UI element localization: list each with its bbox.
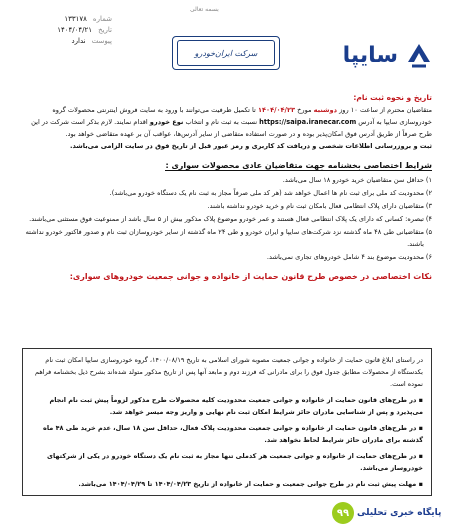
meta-date: تاریخ ۱۴۰۴/۰۴/۲۱ [57,26,112,34]
site-watermark [332,498,448,528]
top-caption: بسمه تعالی [190,6,219,13]
family-paragraph-5: ▪ مهلت پیش ثبت نام در طرح جوانی جمعیت و حمایت از خانواده از تاریخ ۱۴۰۴/۰۴/۲۳ تا ۱۴۰۴/۰۴/۲۹ می‌باشد. [31,478,423,490]
meta-attachment: پیوست ندارد [71,37,112,45]
list-item: ۶) محدودیت موضوع بند ۴ شامل خودروهای تجاری نمی‌باشد. [266,253,432,261]
meta-number: شماره ۱۳۳۱۷۸ [64,15,112,23]
list-item: ۴) تبصره: کسانی که دارای یک پلاک انتظامی فعال هستند و عمر خودرو موضوع پلاک مذکور بیش از ۵ سال باشد از ممنوعیت فوق مستثنی می‌باشند. [29,215,432,223]
list-item: ۱) حداقل سن متقاضیان خرید خودرو ۱۸ سال می‌باشد. [282,176,432,184]
register-paragraph: متقاضیان محترم از ساعت ۱۰ روز دوشنبه مورخ ۱۴۰۴/۰۴/۲۳ تا تکمیل ظرفیت می‌توانند با ورود به سایت فروش اینترنتی محصولات گروه خودروسازی سایپا به آدرس https://saipa.iranecar.com نسبت به ثبت نام و انتخاب نوع خودرو اقدام نمایند. لازم بذکر است شرکت در این طرح صرفاً از طریق آدرس فوق امکان‌پذیر بوده و در صورت استفاده متقاضی از سایر آدرس‌ها، عواقب آن بر عهده متقاضی خواهد بود. [31,106,432,138]
family-title: نکات اختصاصی در خصوص طرح قانون حمایت از خانواده و جوانی جمعیت خودروهای سواری: [69,272,432,281]
register-url[interactable]: https://saipa.iranecar.com [259,118,357,126]
document-body [22,92,432,283]
company-seal [172,36,280,70]
family-paragraph-1: در راستای ابلاغ قانون حمایت از خانواده و جوانی جمعیت مصوبه شورای اسلامی به تاریخ ۱۴۰۰/۰۸/۱۹، گروه خودروسازی سایپا امکان ثبت نام بکدستگاه از محصولات مطابق جدول فوق را برای مادرانی که فرزند دوم و مابعد آنها پس از تاریخ مذکور متولد شده‌اند بشرح ذیل بخشنامه فراهم نموده است. [35,356,423,388]
saipa-logo-icon [404,40,434,70]
family-paragraph-2: ▪ در طرح‌های قانون حمایت از خانواده و جوانی جمعیت محدودیت کلیه محصولات طرح مذکور لزوماً پیش ثبت نام انجام می‌پذیرد و پس از شناسایی مادران حائز شرایط امکان ثبت نام نهایی و واریز وجه میسر خواهد شد. [31,394,423,418]
register-note: ثبت و بروزرسانی اطلاعات شخصی و دریافت کد کاربری و رمز عبور قبل از تاریخ فوق در سایت الزامی می‌باشد. [69,142,432,150]
list-item: ۲) محدودیت کد ملی برای ثبت نام ها اعمال خواهد شد (هر کد ملی صرفاً مجاز به ثبت نام یک دستگاه خودرو می‌باشد). [109,189,432,197]
family-box [22,348,432,496]
conditions-title: شرایط اختصاصی بخشنامه جهت متقاضیان عادی محصولات سواری : [165,161,432,170]
list-item: ۳) متقاضیان دارای پلاک انتظامی فعال بامکان ثبت نام و خرید خودرو نداشته باشند. [207,202,432,210]
watermark-logo-icon: ۹۹ [332,502,354,524]
saipa-logo [304,36,434,74]
seal-text: سرکت ایران‌خودرو [177,40,275,66]
list-item: ۵) متقاضیانی طی ۴۸ ماه گذشته نزد شرکت‌های سایپا و ایران خودرو و طی ۲۴ ماه گذشته از سایر خودروسازان ثبت نام و صدور فاکتور خودرو نداشته باشند. [25,228,432,248]
watermark-text: پایگاه خبری تحلیلی [357,508,442,518]
register-title: تاریخ و نحوه ثبت نام: [353,93,432,102]
family-paragraph-4: ▪ در طرح‌های حمایت از خانواده و جوانی جمعیت هر کدملی تنها مجاز به ثبت نام یک دستگاه خودرو در یکی از شرکتهای خودروساز می‌باشد. [31,450,423,474]
logo-text: سایپا [342,42,398,68]
conditions-list [22,174,432,263]
family-paragraph-3: ▪ در طرح‌های قانون حمایت از خانواده و جوانی جمعیت محدودیت پلاک فعال، حداقل سن ۱۸ سال، عدم خرید طی ۴۸ ماه گذشته برای مادران حائز شرایط لحاظ نخواهد شد. [31,422,423,446]
document-meta [22,14,112,47]
